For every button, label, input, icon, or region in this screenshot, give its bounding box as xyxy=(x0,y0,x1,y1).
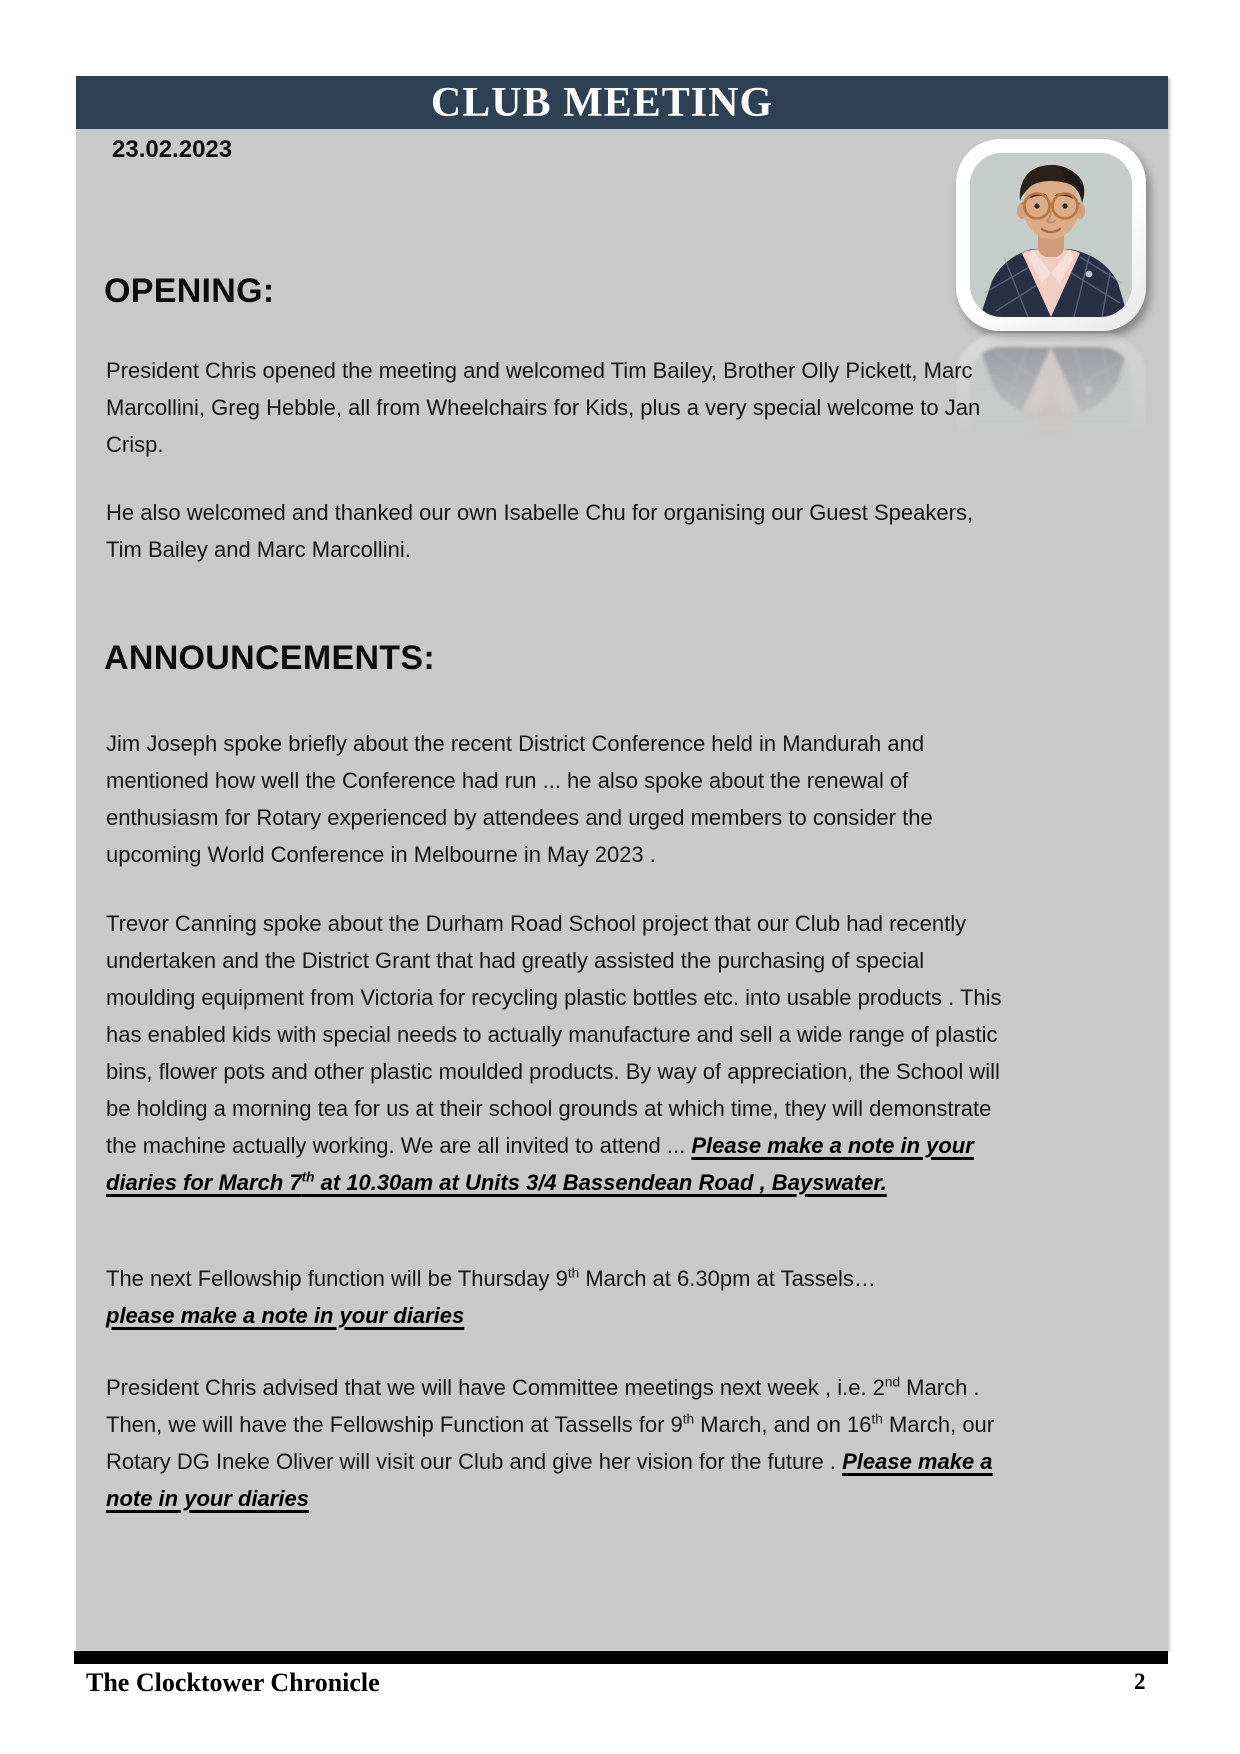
page-title: CLUB MEETING xyxy=(430,79,774,126)
meeting-date: 23.02.2023 xyxy=(112,136,233,163)
emphasis-run xyxy=(106,1303,464,1328)
publication-name: The Clocktower Chronicle xyxy=(86,1668,380,1697)
president-photo xyxy=(956,139,1146,331)
text-run: please make a note in your diaries xyxy=(106,1303,465,1328)
superscript-run: nd xyxy=(884,1374,901,1390)
text-run: at 10.30am at Units 3/4 Bassendean Road , Bayswater. xyxy=(314,1170,887,1195)
text-run: March, and on 16 xyxy=(694,1412,872,1437)
superscript-run: th xyxy=(871,1411,883,1427)
text-run: Please make a note in your diaries for March 7 xyxy=(106,1133,974,1195)
announcements-paragraph-2 xyxy=(106,905,1004,1201)
opening-heading: OPENING: xyxy=(104,272,275,310)
announcements-paragraph-1 xyxy=(106,725,1004,873)
portrait-svg xyxy=(970,153,1132,317)
text-run: President Chris opened the meeting and welcomed Tim Bailey, Brother Olly Pickett, Marc Marcollini, Greg Hebble, all from Wheelchairs for Kids, plus a very special welcome to Jan Crisp. xyxy=(106,358,981,457)
text-run: March . Then, we will have the Fellowship Function at Tassells for 9 xyxy=(106,1375,980,1437)
superscript-run: th xyxy=(682,1411,695,1427)
text-run: Trevor Canning spoke about the Durham Road School project that our Club had recently undertaken and the District Grant that had greatly assisted the purchasing of special moulding equipment from Victoria for recycling plastic bottles etc. into usable products . This has enabled kids with special needs to actually manufacture and sell a wide range of plastic bins, flower pots and other plastic moulded products. By way of appreciation, the School will be holding a morning tea for us at their school grounds at which time, they will demonstrate the machine actually working. We are all invited to attend ... xyxy=(106,911,1002,1158)
text-run: Please make a note in your diaries xyxy=(106,1449,993,1511)
text-run: Jim Joseph spoke briefly about the recent District Conference held in Mandurah and mentioned how well the Conference had run ... he also spoke about the renewal of enthusiasm for Rotary experienced by attendees and urged members to consider the upcoming World Conference in Melbourne in May 2023 . xyxy=(106,731,933,867)
text-run: He also welcomed and thanked our own Isabelle Chu for organising our Guest Speakers, Tim Bailey and Marc Marcollini. xyxy=(106,500,974,562)
superscript-run: th xyxy=(567,1265,580,1281)
portrait-illustration xyxy=(970,153,1132,317)
text-run: The next Fellowship function will be Thursday 9 xyxy=(106,1266,568,1291)
opening-paragraph-2 xyxy=(106,494,1004,568)
page-number: 2 xyxy=(1134,1669,1146,1694)
text-run: March at 6.30pm at Tassels… xyxy=(579,1266,876,1291)
opening-paragraph-1 xyxy=(106,352,1004,463)
superscript-run: th xyxy=(301,1169,315,1185)
text-run: President Chris advised that we will have Committee meetings next week , i.e. 2 xyxy=(106,1375,885,1400)
announcements-paragraph-3 xyxy=(106,1260,1004,1334)
announcements-heading: ANNOUNCEMENTS: xyxy=(104,639,435,677)
text-run: March, our Rotary DG Ineke Oliver will visit our Club and give her vision for the future . xyxy=(106,1412,995,1474)
header-bar xyxy=(76,76,1168,129)
announcements-paragraph-4 xyxy=(106,1369,1004,1517)
footer-divider xyxy=(74,1651,1168,1664)
